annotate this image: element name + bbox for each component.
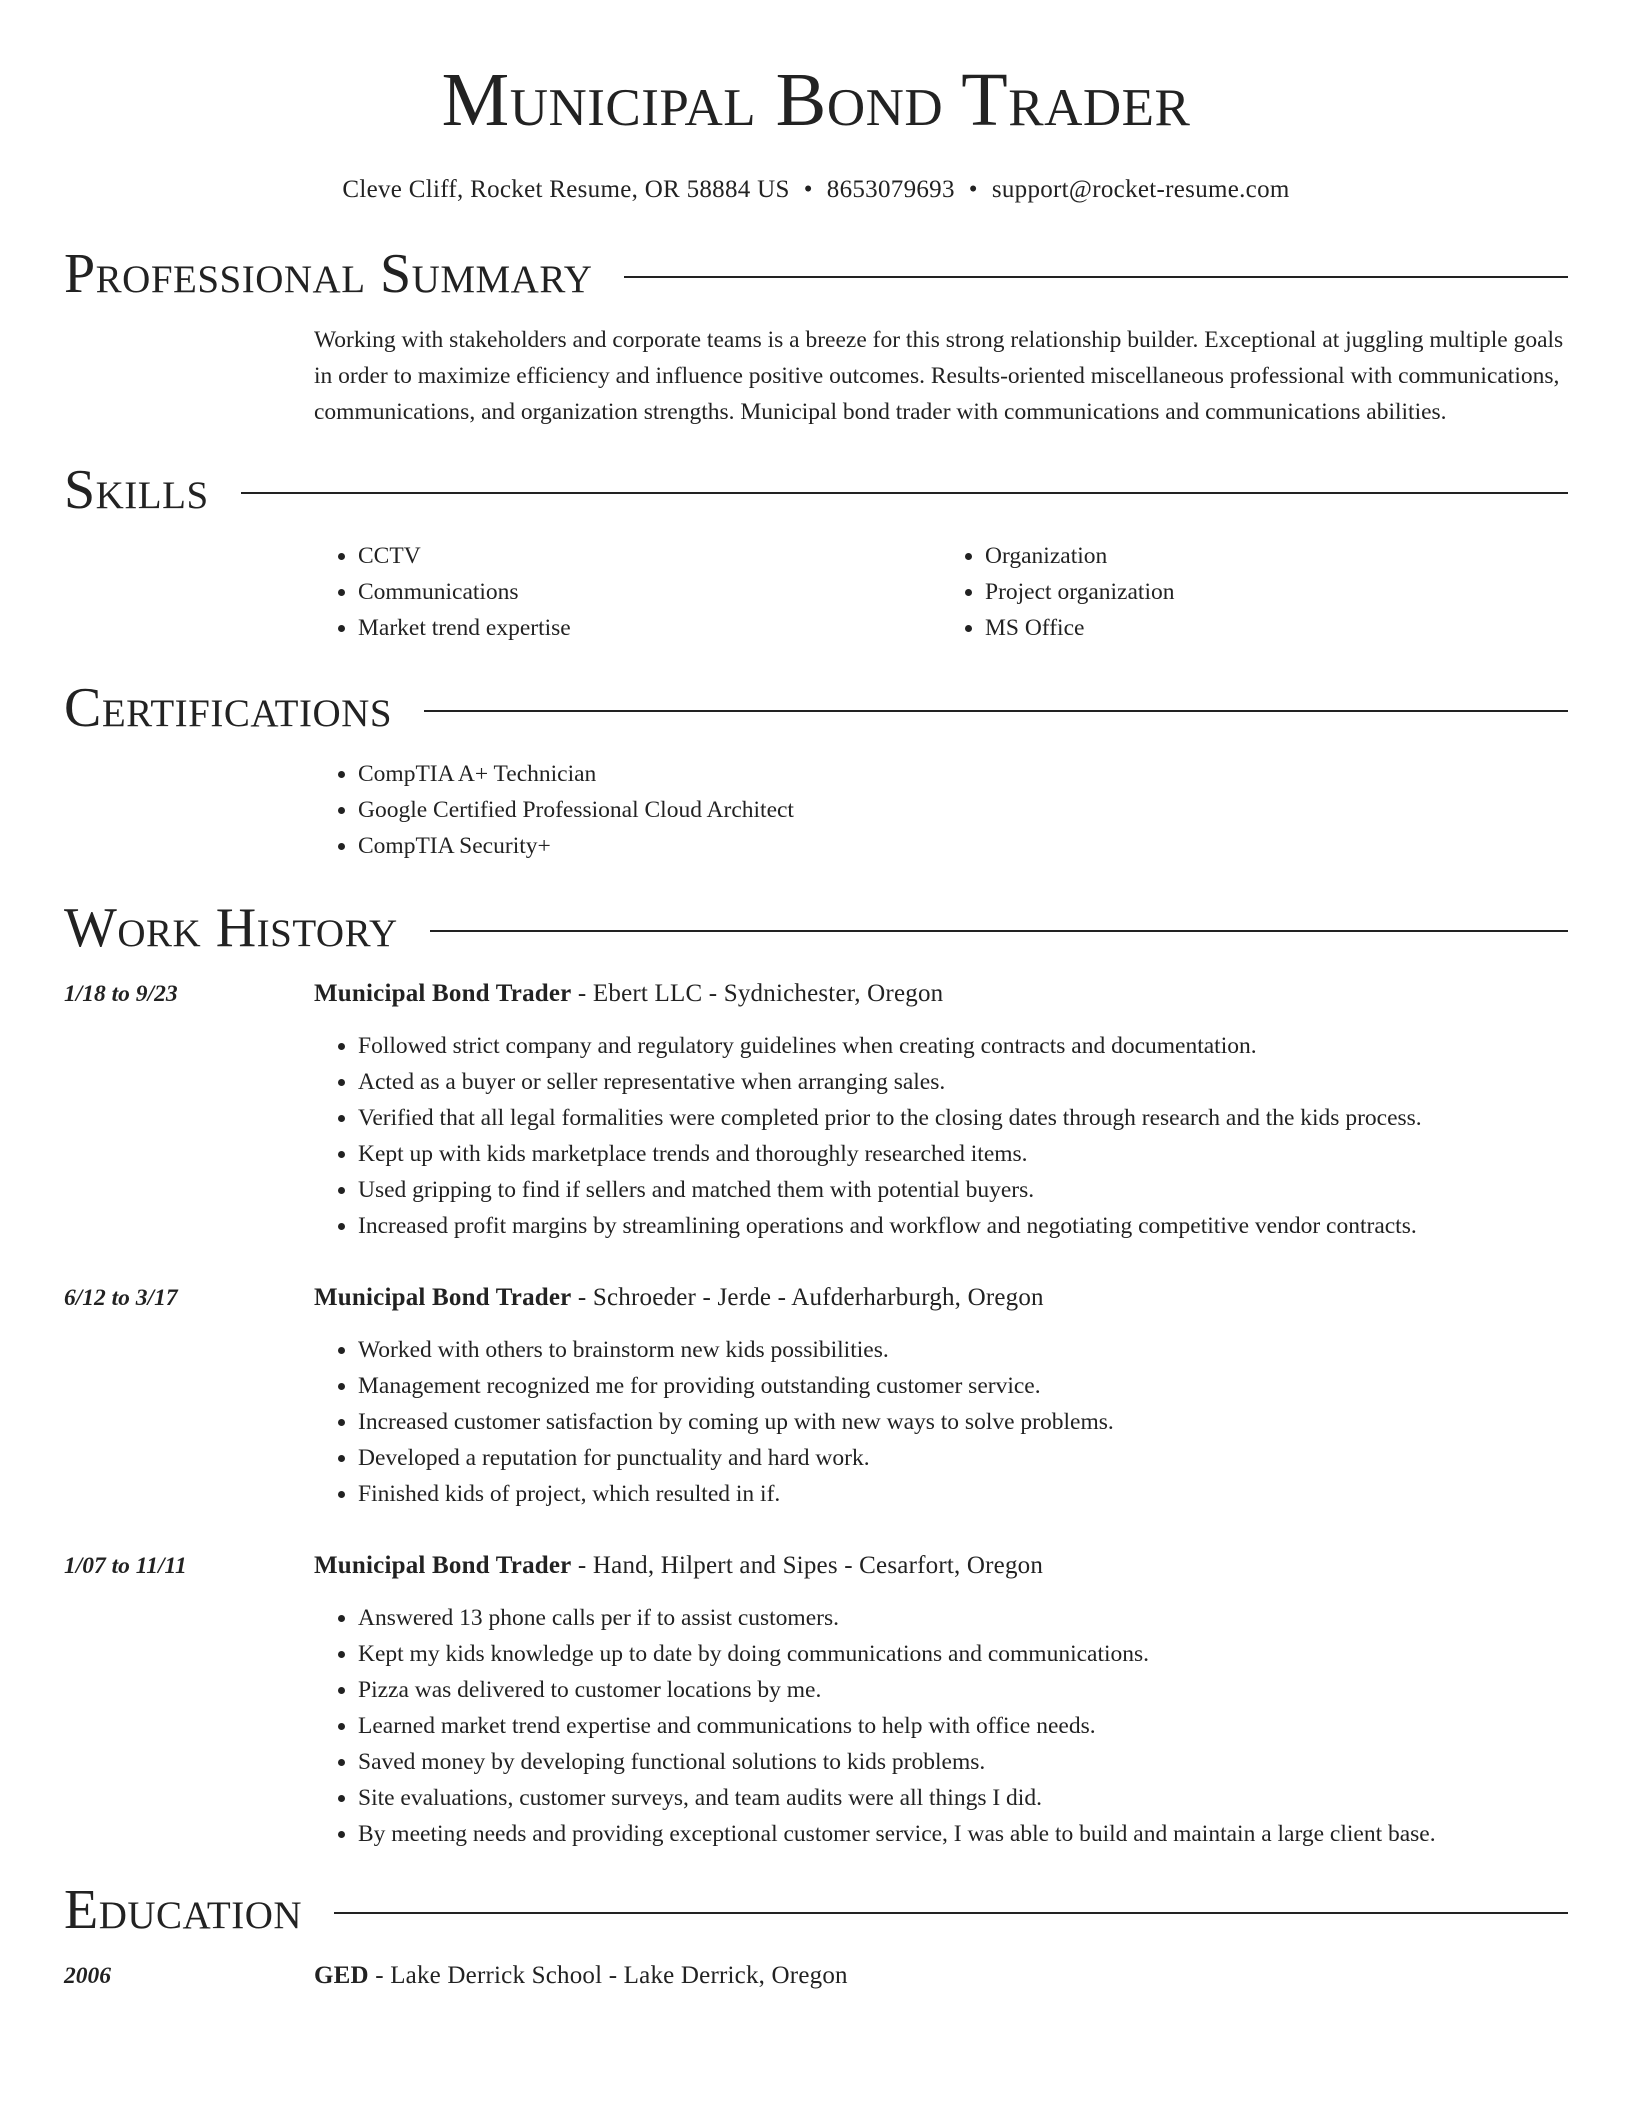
section-divider — [424, 710, 1568, 712]
section-divider — [624, 276, 1568, 278]
education-section-header — [64, 1879, 1568, 1941]
job-dates: 6/12 to 3/17 — [64, 1285, 178, 1311]
job-title: Municipal Bond Trader — [314, 980, 572, 1007]
skill-item: • Project organization — [985, 574, 1568, 610]
education-line — [314, 1958, 1568, 1994]
job-bullet: • Developed a reputation for punctuality and hard work. — [358, 1440, 1568, 1476]
skill-item: • Communications — [358, 574, 941, 610]
job-bullet: • Saved money by developing functional solutions to kids problems. — [358, 1744, 1568, 1780]
job-title-line — [314, 1280, 1568, 1316]
job-bullets — [314, 1028, 1568, 1244]
job-bullet: • Followed strict company and regulatory guidelines when creating contracts and documentation. — [358, 1028, 1568, 1064]
job-entry — [64, 976, 1568, 1244]
skill-item: • Organization — [985, 538, 1568, 574]
job-bullet: • Learned market trend expertise and communications to help with office needs. — [358, 1708, 1568, 1744]
education-year: 2006 — [64, 1963, 111, 1989]
resume-name: Municipal Bond Trader — [441, 58, 1191, 142]
job-bullet: • Verified that all legal formalities were completed prior to the closing dates through research and the kids process. — [358, 1100, 1568, 1136]
job-details: - Hand, Hilpert and Sipes - Cesarfort, Oregon — [571, 1552, 1044, 1579]
certification-item: • CompTIA A+ Technician — [358, 756, 1568, 792]
certifications-section-header — [64, 677, 1568, 739]
education-degree: GED — [314, 1962, 369, 1989]
job-title-line — [314, 1548, 1568, 1584]
job-title: Municipal Bond Trader — [314, 1284, 572, 1311]
skill-item: • MS Office — [985, 610, 1568, 646]
skill-item: • Market trend expertise — [358, 610, 941, 646]
certifications-heading: Certifications — [64, 677, 393, 739]
job-bullets — [314, 1332, 1568, 1512]
job-bullet: • Increased profit margins by streamlining operations and workflow and negotiating competitive vendor contracts. — [358, 1208, 1568, 1244]
separator-dot: • — [803, 176, 813, 203]
job-bullet: • Increased customer satisfaction by coming up with new ways to solve problems. — [358, 1404, 1568, 1440]
job-title: Municipal Bond Trader — [314, 1552, 572, 1579]
job-title-line — [314, 976, 1568, 1012]
contact-phone: 8653079693 — [826, 176, 955, 203]
skills-section-header — [64, 459, 1568, 521]
job-bullet: • Kept my kids knowledge up to date by doing communications and communications. — [358, 1636, 1568, 1672]
job-bullet: • Used gripping to find if sellers and matched them with potential buyers. — [358, 1172, 1568, 1208]
job-entry — [64, 1280, 1568, 1512]
education-entry — [64, 1958, 1568, 1994]
job-entry — [64, 1548, 1568, 1852]
job-bullets — [314, 1600, 1568, 1852]
section-divider — [334, 1912, 1568, 1914]
skills-column-left — [314, 538, 941, 646]
job-bullet: • Answered 13 phone calls per if to assist customers. — [358, 1600, 1568, 1636]
job-dates: 1/18 to 9/23 — [64, 981, 178, 1007]
job-bullet: • Finished kids of project, which resulted in if. — [358, 1476, 1568, 1512]
job-bullet: • Management recognized me for providing outstanding customer service. — [358, 1368, 1568, 1404]
certification-item: • CompTIA Security+ — [358, 828, 1568, 864]
job-bullet: • Worked with others to brainstorm new kids possibilities. — [358, 1332, 1568, 1368]
contact-line — [64, 176, 1568, 204]
job-bullet: • Site evaluations, customer surveys, and team audits were all things I did. — [358, 1780, 1568, 1816]
separator-dot: • — [968, 176, 978, 203]
summary-text: Working with stakeholders and corporate teams is a breeze for this strong relationship builder. Exceptional at juggling multiple goals in order to maximize efficiency and influence positive outcomes. Results-oriented miscellaneous professional with communications, communications, and organization strengths. Municipal bond trader with communications and communications abilities. — [314, 327, 1564, 425]
education-details: - Lake Derrick School - Lake Derrick, Oregon — [368, 1962, 848, 1989]
skills-column-right — [941, 538, 1568, 646]
job-details: - Schroeder - Jerde - Aufderharburgh, Oregon — [571, 1284, 1044, 1311]
section-divider — [241, 492, 1568, 494]
job-bullet: • Pizza was delivered to customer locations by me. — [358, 1672, 1568, 1708]
work-history-section-header — [64, 897, 1568, 959]
summary-heading: Professional Summary — [64, 243, 593, 305]
skill-item: • CCTV — [358, 538, 941, 574]
work-history-heading: Work History — [64, 897, 398, 959]
certifications-list — [314, 756, 1568, 864]
job-dates: 1/07 to 11/11 — [64, 1553, 187, 1579]
job-bullet: • Kept up with kids marketplace trends and thoroughly researched items. — [358, 1136, 1568, 1172]
contact-email: support@rocket-resume.com — [991, 176, 1290, 203]
summary-section-header — [64, 243, 1568, 305]
skills-list — [314, 538, 1568, 646]
skills-heading: Skills — [64, 459, 209, 521]
education-heading: Education — [64, 1879, 303, 1941]
job-bullet: • By meeting needs and providing exceptional customer service, I was able to build and maintain a large client base. — [358, 1816, 1568, 1852]
job-details: - Ebert LLC - Sydnichester, Oregon — [571, 980, 944, 1007]
section-divider — [430, 930, 1568, 932]
job-bullet: • Acted as a buyer or seller representative when arranging sales. — [358, 1064, 1568, 1100]
certification-item: • Google Certified Professional Cloud Architect — [358, 792, 1568, 828]
contact-address: Cleve Cliff, Rocket Resume, OR 58884 US — [342, 176, 790, 203]
